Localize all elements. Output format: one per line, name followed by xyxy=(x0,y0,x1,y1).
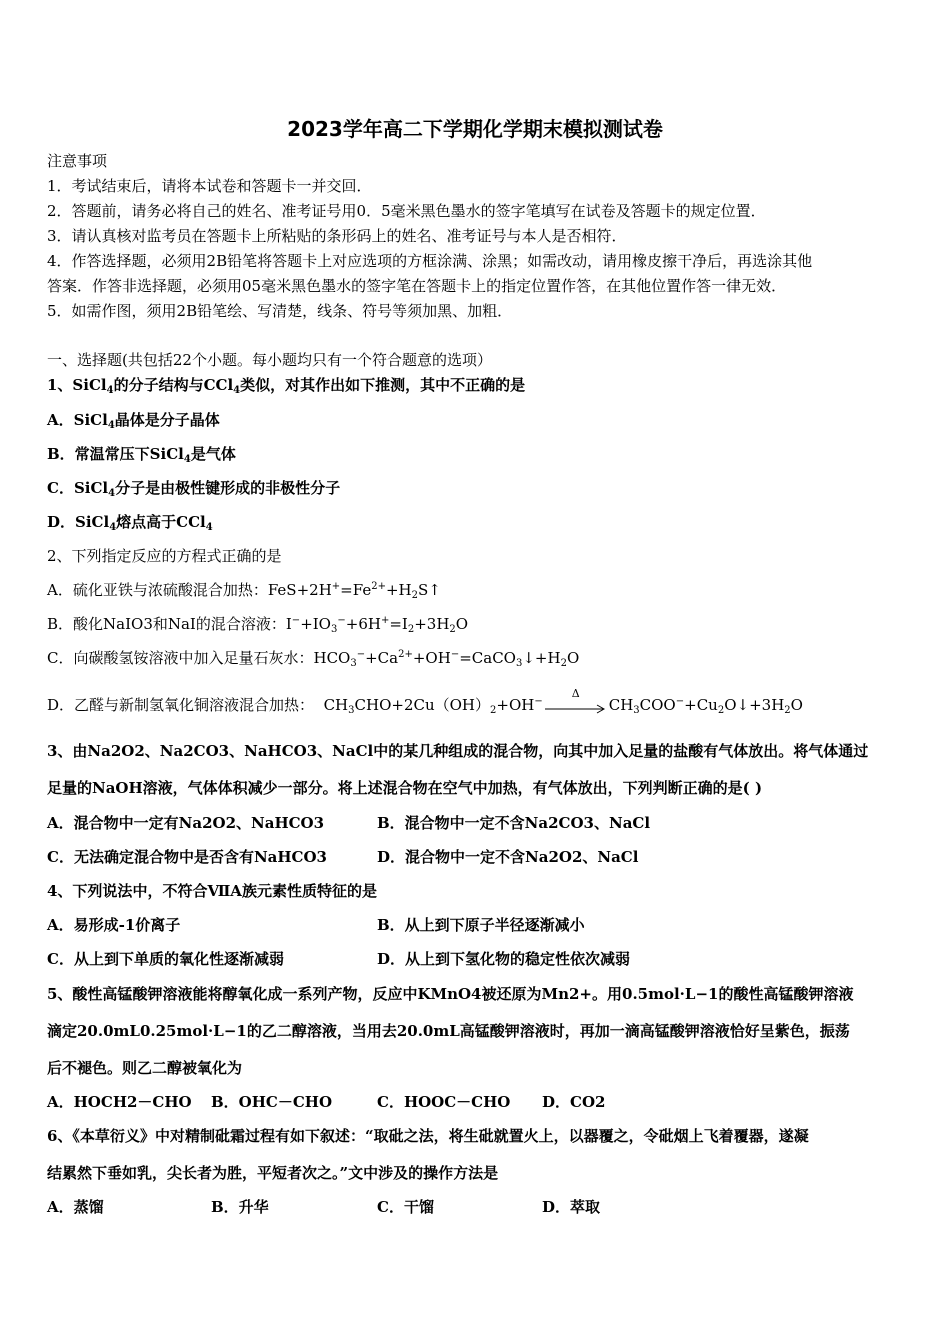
notice-item: 3．请认真核对监考员在答题卡上所粘贴的条形码上的姓名、准考证号与本人是否相符． xyxy=(47,227,627,245)
question-2-option-d[interactable]: D．乙醛与新制氢氧化铜溶液混合加热： $CH_3CHO+2Cu(OH)_2+OH^-$ Δ $CH_3COO^-+Cu_2O↓+3H_2O$ xyxy=(47,687,803,716)
notice-item: 1．考试结束后，请将本试卷和答题卡一并交回． xyxy=(47,177,372,195)
question-6-option-c[interactable]: C．干馏 xyxy=(377,1198,434,1216)
question-5-option-b[interactable]: B．OHC－CHO xyxy=(211,1093,333,1111)
question-1-option-d[interactable]: D．SiCl$_4$熔点高于CCl$_4$ xyxy=(47,513,213,533)
question-3-option-d[interactable]: D．混合物中一定不含Na2O2、NaCl xyxy=(377,848,639,866)
question-2-option-c[interactable]: C．向碳酸氢铵溶液中加入足量石灰水：$HCO_3^-+Ca^{2+}+OH^-=CaCO_3↓+H_2O$ xyxy=(47,649,580,669)
question-3-option-b[interactable]: B．混合物中一定不含Na2CO3、NaCl xyxy=(377,814,651,832)
question-5-stem-line: 5、酸性高锰酸钾溶液能将醇氧化成一系列产物，反应中KMnO4被还原为Mn2+。用0.5mol·L−1的酸性高锰酸钾溶液 xyxy=(47,985,854,1003)
notice-item: 答案．作答非选择题，必须用05毫米黑色墨水的签字笔在答题卡上的指定位置作答，在其他位置作答一律无效． xyxy=(47,277,787,295)
question-6-option-b[interactable]: B．升华 xyxy=(211,1198,269,1216)
page-title: 2023学年高二下学期化学期末模拟测试卷 xyxy=(287,117,663,141)
question-3-option-c[interactable]: C．无法确定混合物中是否含有NaHCO3 xyxy=(47,848,327,866)
question-1-option-a[interactable]: A．SiCl$_4$晶体是分子晶体 xyxy=(47,411,220,431)
question-3-stem-line: 足量的NaOH溶液，气体体积减少一部分。将上述混合物在空气中加热，有气体放出，下列判断正确的是( ) xyxy=(47,779,763,797)
question-5-option-a[interactable]: A．HOCH2－CHO xyxy=(47,1093,192,1111)
question-6-stem-line: 结累然下垂如乳，尖长者为胜，平短者次之。”文中涉及的操作方法是 xyxy=(47,1164,499,1182)
notice-heading: 注意事项 xyxy=(47,152,108,170)
question-4-option-a[interactable]: A．易形成-1价离子 xyxy=(47,916,181,934)
notice-item: 4．作答选择题，必须用2B铅笔将答题卡上对应选项的方框涂满、涂黑；如需改动，请用橡皮擦干净后，再选涂其他 xyxy=(47,252,813,270)
question-6-option-a[interactable]: A．蒸馏 xyxy=(47,1198,104,1216)
section-heading: 一、选择题(共包括22个小题。每小题均只有一个符合题意的选项） xyxy=(47,351,492,369)
question-2-option-a[interactable]: A．硫化亚铁与浓硫酸混合加热：$FeS+2H^+=Fe^{2+}+H_2S↑$ xyxy=(47,581,441,601)
notice-item: 5．如需作图，须用2B铅笔绘、写清楚，线条、符号等须加黑、加粗． xyxy=(47,302,513,320)
question-5-option-d[interactable]: D．CO2 xyxy=(542,1093,606,1111)
question-4-option-d[interactable]: D．从上到下氢化物的稳定性依次减弱 xyxy=(377,950,631,968)
question-2-option-b[interactable]: B．酸化NaIO3和NaI的混合溶液：$I^-+IO_3^-+6H^+=I_2+3H_2O$ xyxy=(47,615,469,635)
question-2-stem: 2、下列指定反应的方程式正确的是 xyxy=(47,547,282,565)
notice-item: 2．答题前，请务必将自己的姓名、准考证号用0．5毫米黑色墨水的签字笔填写在试卷及答题卡的规定位置． xyxy=(47,202,766,220)
question-4-option-b[interactable]: B．从上到下原子半径逐渐减小 xyxy=(377,916,585,934)
question-1-option-c[interactable]: C．SiCl$_4$分子是由极性键形成的非极性分子 xyxy=(47,479,341,499)
question-6-option-d[interactable]: D．萃取 xyxy=(542,1198,601,1216)
question-3-option-a[interactable]: A．混合物中一定有Na2O2、NaHCO3 xyxy=(47,814,325,832)
question-1-stem: 1、SiCl$_4$的分子结构与CCl$_4$类似，对其作出如下推测，其中不正确的是 xyxy=(47,376,526,396)
question-1-option-b[interactable]: B．常温常压下SiCl$_4$是气体 xyxy=(47,445,236,465)
question-4-stem: 4、下列说法中，不符合ⅦA族元素性质特征的是 xyxy=(47,882,377,900)
question-5-stem-line: 后不褪色。则乙二醇被氧化为 xyxy=(47,1059,243,1077)
heating-arrow: Δ xyxy=(545,700,607,712)
question-5-option-c[interactable]: C．HOOC－CHO xyxy=(377,1093,511,1111)
question-5-stem-line: 滴定20.0mL0.25mol·L−1的乙二醇溶液，当用去20.0mL高锰酸钾溶液时，再加一滴高锰酸钾溶液恰好呈紫色，振荡 xyxy=(47,1022,850,1040)
question-4-option-c[interactable]: C．从上到下单质的氧化性逐渐减弱 xyxy=(47,950,284,968)
question-6-stem-line: 6、《本草衍义》中对精制砒霜过程有如下叙述：“取砒之法，将生砒就置火上，以器覆之，令砒烟上飞着覆器，遂凝 xyxy=(47,1127,809,1145)
question-3-stem-line: 3、由Na2O2、Na2CO3、NaHCO3、NaCl中的某几种组成的混合物，向其中加入足量的盐酸有气体放出。将气体通过 xyxy=(47,742,869,760)
